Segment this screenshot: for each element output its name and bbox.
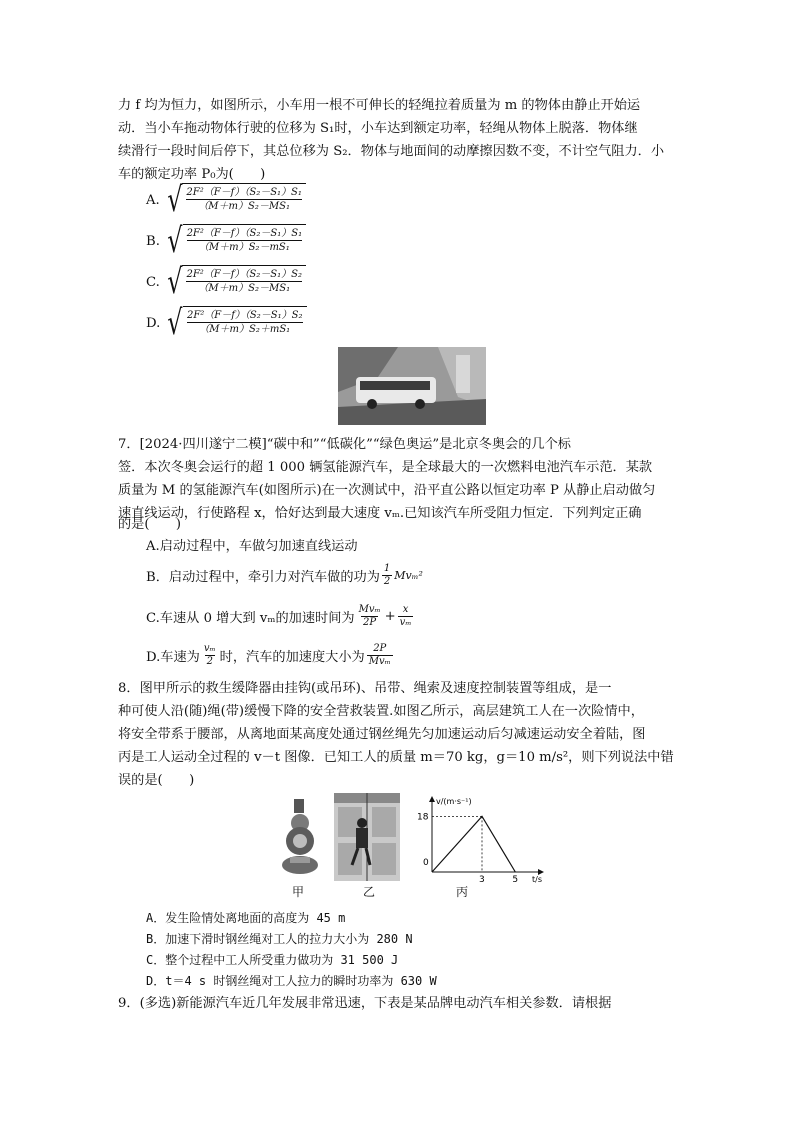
x-tick-label: 5 xyxy=(512,875,519,884)
option-label: D. xyxy=(146,315,161,331)
x-tick-label: 0 xyxy=(423,858,429,868)
sqrt-icon: √ xyxy=(166,180,183,220)
numerator: x xyxy=(402,604,409,615)
denominator: Mvₘ xyxy=(368,656,391,667)
x-tick-label: 3 xyxy=(479,875,485,884)
plus-sign: + xyxy=(384,609,396,624)
q8-option-c[interactable]: C．整个过程中工人所受重力做功为 31 500 J xyxy=(146,953,399,967)
q8-line-3: 将安全带系于腰部，从离地面某高度处通过钢丝绳先匀加速运动后匀减速运动安全着陆，图 xyxy=(118,727,646,742)
denominator: （M＋m）S₂－MS₁ xyxy=(186,199,302,213)
q6-option-d[interactable] xyxy=(146,303,307,343)
numerator: 1 xyxy=(383,563,391,574)
sqrt-expression xyxy=(164,303,306,343)
numerator: vₘ xyxy=(203,643,216,654)
sqrt-icon: √ xyxy=(167,262,183,302)
denominator: （M＋m）S₂－MS₁ xyxy=(186,281,302,295)
denominator: 2 xyxy=(383,576,391,587)
numerator: 2F²（F－f）（S₂－S₁）S₁ xyxy=(186,228,303,239)
fraction xyxy=(382,563,392,588)
fraction xyxy=(398,604,414,629)
q6-line-4: 车的额定功率 P₀为( ) xyxy=(118,167,266,182)
option-label: A. xyxy=(146,192,160,208)
q8-line-5: 误的是( ) xyxy=(118,773,195,788)
q7-option-a[interactable]: A.启动过程中，车做匀加速直线运动 xyxy=(146,539,358,554)
q8-option-b[interactable]: B．加速下滑时钢丝绳对工人的拉力大小为 280 N xyxy=(146,932,413,946)
option-label: B. xyxy=(146,233,160,249)
q9-line-1: 9．(多选)新能源汽车近几年发展非常迅速，下表是某品牌电动汽车相关参数．请根据 xyxy=(118,996,612,1011)
bus-illustration xyxy=(338,347,486,425)
sqrt-expression xyxy=(164,262,306,302)
q7-option-d[interactable] xyxy=(146,643,395,668)
option-text: B．启动过程中，牵引力对汽车做的功为 xyxy=(146,570,380,585)
caption-bing: 丙 xyxy=(456,885,469,899)
q7-line-3: 质量为 M 的氢能源汽车(如图所示)在一次测试中，沿平直公路以恒定功率 P 从静止启动做匀 xyxy=(118,483,656,498)
q8-line-2: 种可使人沿(随)绳(带)缓慢下降的安全营救装置.如图乙所示，高层建筑工人在一次险情中， xyxy=(118,704,644,719)
option-text: D.车速为 xyxy=(146,650,200,665)
sqrt-icon: √ xyxy=(167,221,183,261)
worker-descending-photo xyxy=(334,793,400,881)
q6-option-c[interactable] xyxy=(146,262,306,302)
y-tick-label: 18 xyxy=(417,812,429,823)
numerator: Mvₘ xyxy=(358,604,381,615)
option-text: C.车速从 0 增大到 vₘ的加速时间为 xyxy=(146,611,355,626)
option-text: Mvₘ² xyxy=(394,569,423,582)
hydrogen-bus-photo xyxy=(338,347,486,425)
sqrt-expression xyxy=(164,180,306,220)
q7-line-5: 的是( ) xyxy=(118,517,182,532)
q8-line-4: 丙是工人运动全过程的 v－t 图像．已知工人的质量 m＝70 kg，g＝10 m/s²，则下列说法中错 xyxy=(118,750,674,765)
fraction xyxy=(202,643,218,668)
q6-line-2: 动．当小车拖动物体行驶的位移为 S₁时，小车达到额定功率，轻绳从物体上脱落．物体继 xyxy=(118,121,638,136)
q7-line-1: 7．[2024·四川遂宁二模]“碳中和”“低碳化”“绿色奥运”是北京冬奥会的几个标 xyxy=(118,437,571,452)
y-axis-arrow-icon xyxy=(429,796,435,802)
denominator: 2 xyxy=(206,656,213,667)
series-line xyxy=(432,816,515,872)
fraction xyxy=(357,604,383,629)
q7-line-2: 签．本次冬奥会运行的超 1 000 辆氢能源汽车，是全球最大的一次燃料电池汽车示范．某款 xyxy=(118,460,653,475)
denominator: （M＋m）S₂－mS₁ xyxy=(187,240,303,254)
q8-line-1: 8．图甲所示的救生缓降器由挂钩(或吊环)、吊带、绳索及速度控制装置等组成，是一 xyxy=(118,681,612,696)
worker-illustration xyxy=(334,793,400,881)
q6-line-1: 力 f 均为恒力，如图所示，小车用一根不可伸长的轻绳拉着质量为 m 的物体由静止开始运 xyxy=(118,98,641,113)
q6-option-b[interactable] xyxy=(146,221,306,261)
numerator: 2F²（F－f）（S₂－S₁）S₂ xyxy=(186,269,303,280)
numerator: 2F²（F－f）（S₂－S₁）S₂ xyxy=(186,310,303,321)
option-label: C. xyxy=(146,274,160,290)
x-axis-label: t/s xyxy=(532,875,542,884)
q8-option-a[interactable]: A．发生险情处离地面的高度为 45 m xyxy=(146,911,346,925)
fraction xyxy=(367,643,393,668)
velocity-time-chart xyxy=(416,792,546,884)
denominator: 2P xyxy=(363,617,377,628)
y-axis-label: v/(m·s⁻¹) xyxy=(436,797,472,806)
q7-line-4: 速直线运动，行使路程 x，恰好达到最大速度 vₘ.已知该汽车所受阻力恒定．下列判定正确 xyxy=(118,506,642,521)
q7-option-c[interactable] xyxy=(146,604,415,629)
caption-jia: 甲 xyxy=(292,885,305,899)
q8-option-d[interactable]: D．t＝4 s 时钢丝绳对工人拉力的瞬时功率为 630 W xyxy=(146,974,437,988)
descender-device-icon xyxy=(278,797,322,877)
q6-option-a[interactable] xyxy=(146,180,306,220)
denominator: （M＋m）S₂＋mS₁ xyxy=(187,322,303,336)
numerator: 2F²（F－f）（S₂－S₁）S₁ xyxy=(186,187,302,198)
sqrt-expression xyxy=(164,221,306,261)
numerator: 2P xyxy=(373,643,387,654)
q6-line-3: 续滑行一段时间后停下，其总位移为 S₂．物体与地面间的动摩擦因数不变，不计空气阻力．小 xyxy=(118,144,665,159)
sqrt-icon: √ xyxy=(167,303,183,343)
caption-yi: 乙 xyxy=(363,885,376,899)
denominator: vₘ xyxy=(399,617,412,628)
descender-device-figure xyxy=(278,797,322,877)
option-text: 时，汽车的加速度大小为 xyxy=(219,650,365,665)
q7-option-b[interactable] xyxy=(146,563,423,588)
